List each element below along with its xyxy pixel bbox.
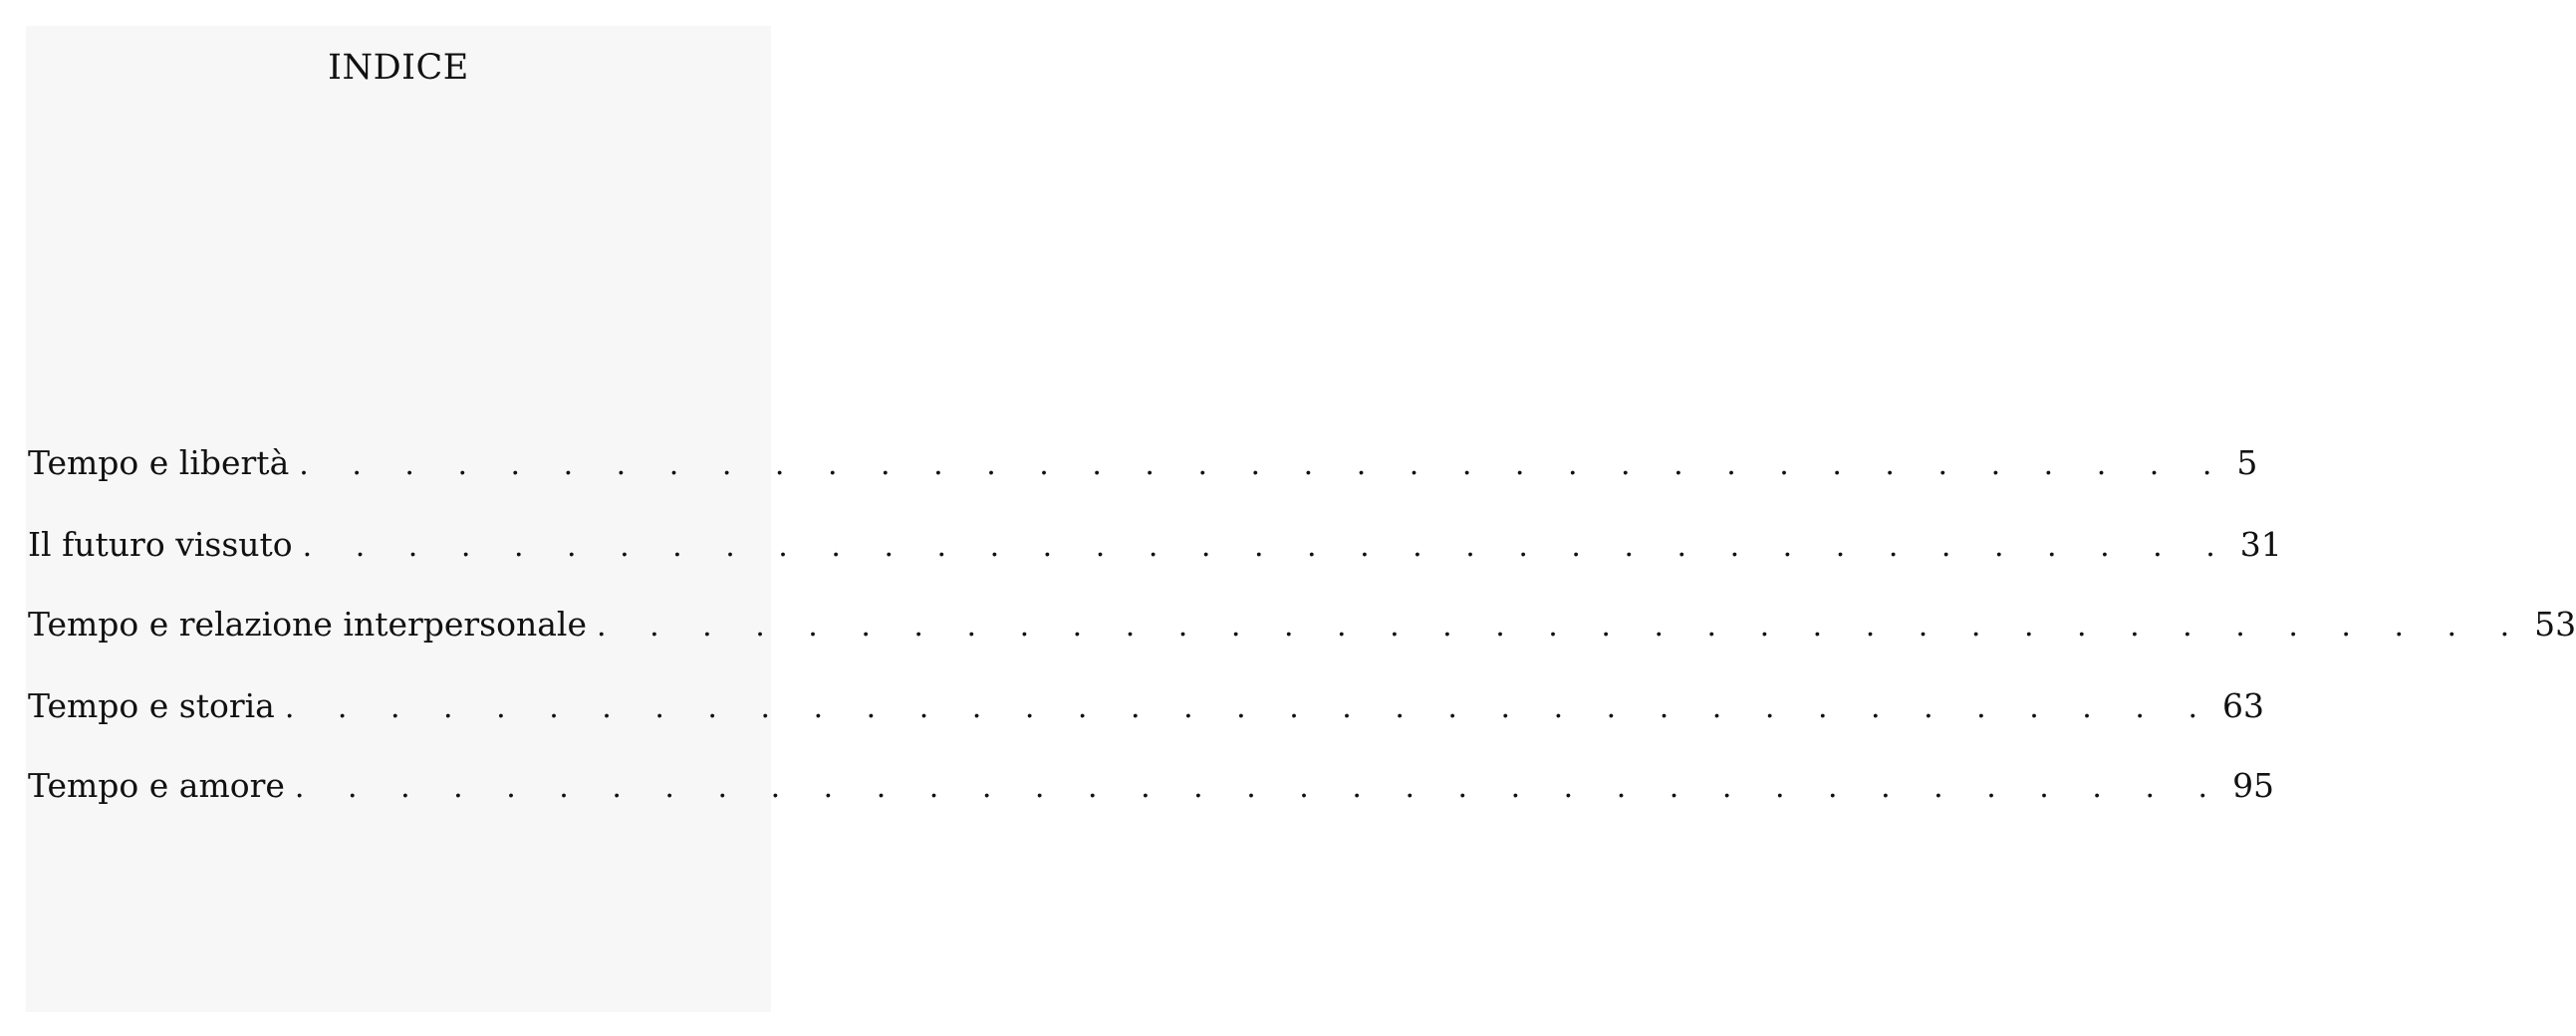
toc-entry-tempo-e-amore bbox=[28, 766, 2275, 810]
toc-entry-title: Il futuro vissuto bbox=[28, 525, 293, 564]
toc-entry-page: 63 bbox=[2221, 686, 2264, 725]
toc-entry-page: 95 bbox=[2232, 766, 2275, 805]
toc-entry-tempo-e-liberta bbox=[28, 443, 2258, 487]
toc-leader-dots: . . . . . . . . . . . . . . . . . . . . . . . . . . . . . . . . . . . . . bbox=[302, 529, 2232, 564]
toc-entry-page: 53 bbox=[2534, 605, 2576, 644]
paper-sheet bbox=[26, 26, 771, 1012]
toc-entry-title: Tempo e amore bbox=[28, 766, 285, 805]
toc-entry-il-futuro-vissuto bbox=[28, 525, 2282, 569]
index-title: INDICE bbox=[328, 48, 469, 88]
toc-entry-title: Tempo e libertà bbox=[28, 443, 290, 482]
toc-entry-page: 5 bbox=[2236, 443, 2258, 482]
toc-leader-dots: . . . . . . . . . . . . . . . . . . . . . . . . . . . . . . . . . . . . . bbox=[597, 609, 2527, 644]
toc-leader-dots: . . . . . . . . . . . . . . . . . . . . . . . . . . . . . . . . . . . . . bbox=[299, 447, 2229, 482]
toc-entry-title: Tempo e relazione interpersonale bbox=[28, 605, 587, 644]
toc-leader-dots: . . . . . . . . . . . . . . . . . . . . . . . . . . . . . . . . . . . . . bbox=[284, 690, 2214, 725]
toc-entry-page: 31 bbox=[2239, 525, 2282, 564]
toc-leader-dots: . . . . . . . . . . . . . . . . . . . . . . . . . . . . . . . . . . . . . bbox=[294, 770, 2225, 805]
toc-entry-tempo-e-relazione-interpersonale bbox=[28, 605, 2576, 648]
toc-entry-tempo-e-storia bbox=[28, 686, 2264, 730]
toc-entry-title: Tempo e storia bbox=[28, 686, 275, 725]
